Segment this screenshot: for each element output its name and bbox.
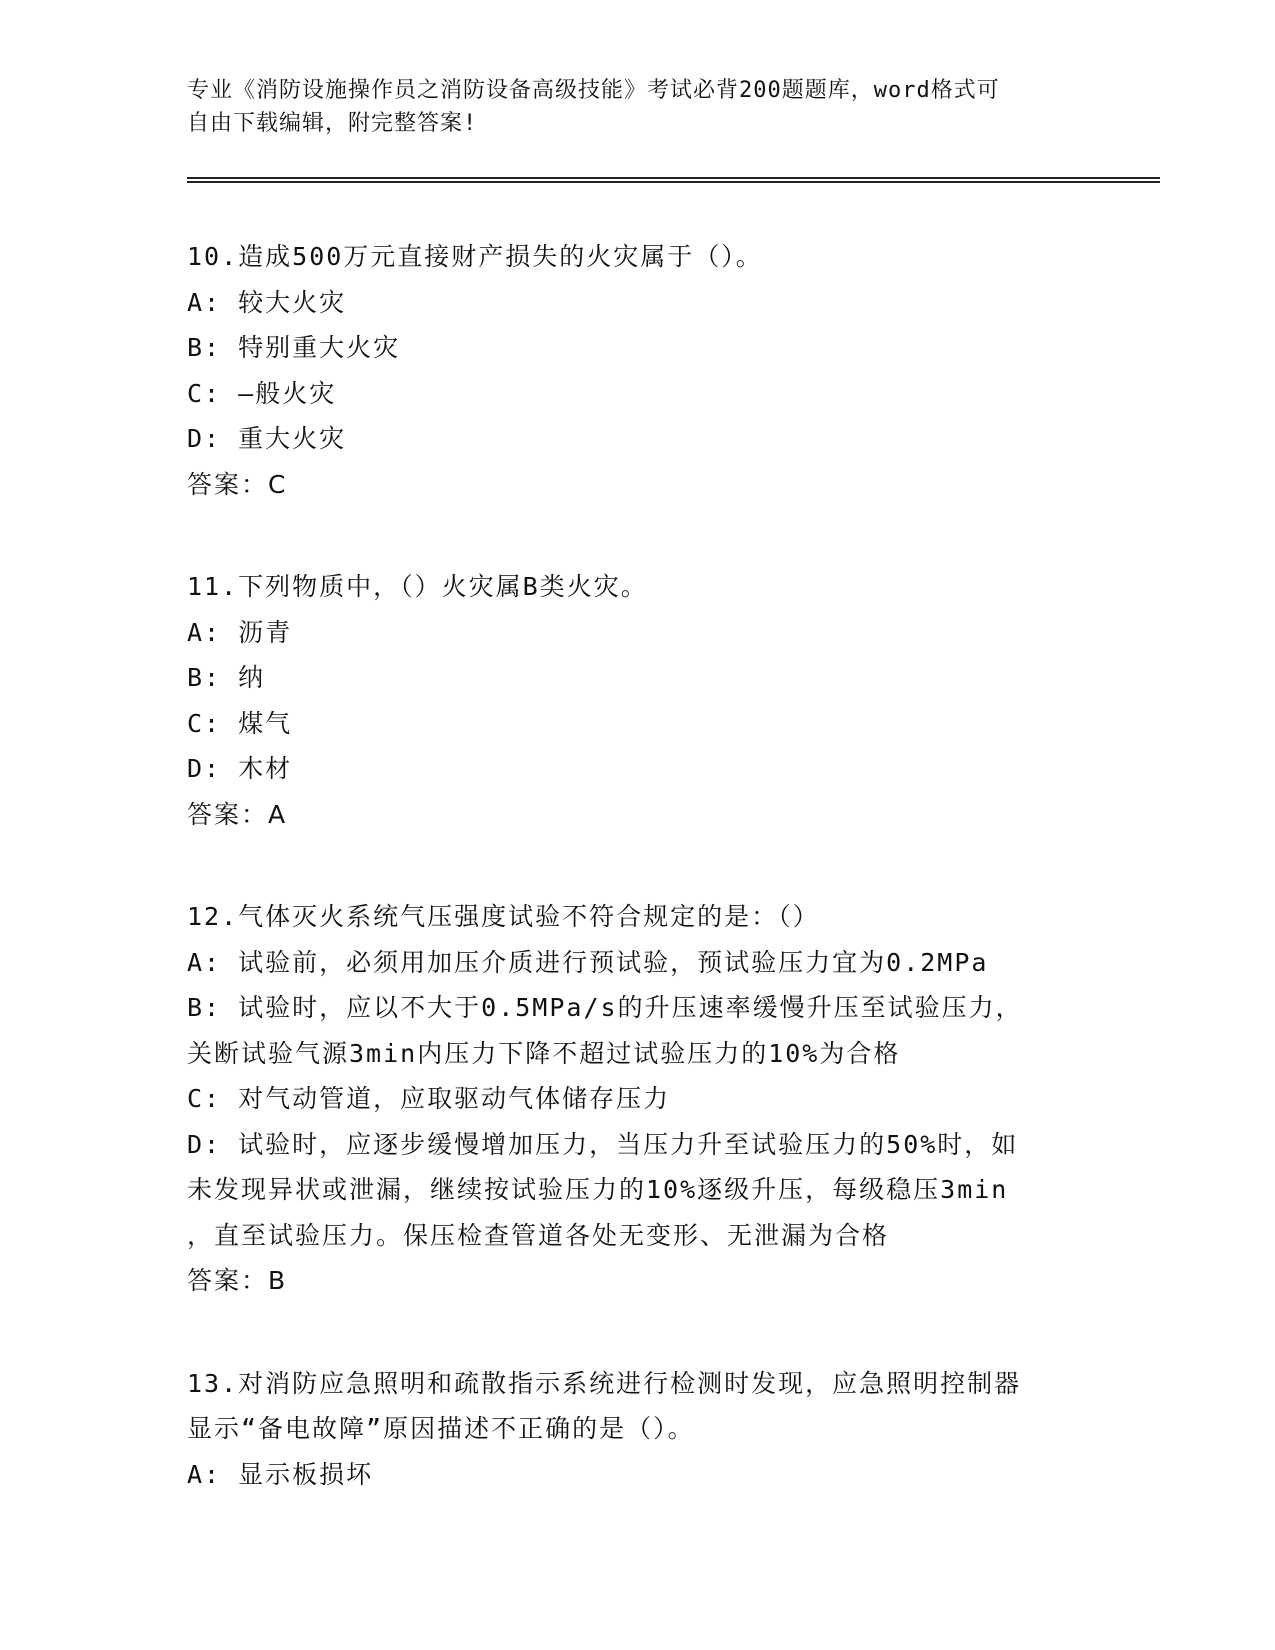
question-option: C: —般火灾 bbox=[187, 378, 337, 408]
question-stem: 10.造成500万元直接财产损失的火灾属于（）。 bbox=[187, 242, 763, 271]
header-divider bbox=[187, 177, 1160, 183]
question-option: C: 对气动管道，应取驱动气体储存压力 bbox=[187, 1084, 671, 1113]
question-block bbox=[187, 564, 1087, 837]
question-option: D: 重大火灾 bbox=[187, 424, 347, 453]
question-option: A: 显示板损坏 bbox=[187, 1459, 374, 1489]
question-option: A: 较大火灾 bbox=[187, 287, 347, 317]
question-stem: 13.对消防应急照明和疏散指示系统进行检测时发现，应急照明控制器 bbox=[187, 1368, 1022, 1398]
question-stem: 显示“备电故障”原因描述不正确的是（）。 bbox=[187, 1414, 695, 1443]
question-option: D: 试验时，应逐步缓慢增加压力，当压力升至试验压力的50%时，如 bbox=[187, 1129, 1019, 1159]
question-answer: 答案：B bbox=[187, 1266, 288, 1295]
question-option: B: 特别重大火灾 bbox=[187, 333, 401, 362]
question-block bbox=[187, 1361, 1087, 1498]
question-option: B: 试验时，应以不大于0.5MPa/s的升压速率缓慢升压至试验压力， bbox=[187, 993, 1023, 1022]
question-option: C: 煤气 bbox=[187, 708, 293, 738]
question-block bbox=[187, 894, 1087, 1304]
question-option: ，直至试验压力。保压检查管道各处无变形、无泄漏为合格 bbox=[187, 1220, 890, 1250]
question-answer: 答案：A bbox=[187, 799, 288, 829]
question-option: A: 试验前，必须用加压介质进行预试验，预试验压力宜为0.2MPa bbox=[187, 947, 989, 977]
question-option: B: 纳 bbox=[187, 663, 266, 692]
question-option: 未发现异状或泄漏，继续按试验压力的10%逐级升压，每级稳压3min bbox=[187, 1175, 1009, 1204]
question-stem: 11.下列物质中，（）火灾属B类火灾。 bbox=[187, 572, 648, 601]
document-header bbox=[187, 74, 1067, 140]
question-option: A: 沥青 bbox=[187, 617, 293, 647]
question-option: D: 木材 bbox=[187, 754, 293, 783]
question-stem: 12.气体灭火系统气压强度试验不符合规定的是：（） bbox=[187, 902, 820, 931]
header-line-1: 专业《消防设施操作员之消防设备高级技能》考试必背200题题库，word格式可 bbox=[187, 78, 1000, 103]
question-answer: 答案：C bbox=[187, 469, 288, 499]
question-list bbox=[187, 234, 1087, 1554]
question-option: 关断试验气源3min内压力下降不超过试验压力的10%为合格 bbox=[187, 1038, 901, 1068]
header-line-2: 自由下载编辑，附完整答案! bbox=[187, 111, 478, 136]
question-block bbox=[187, 234, 1087, 507]
